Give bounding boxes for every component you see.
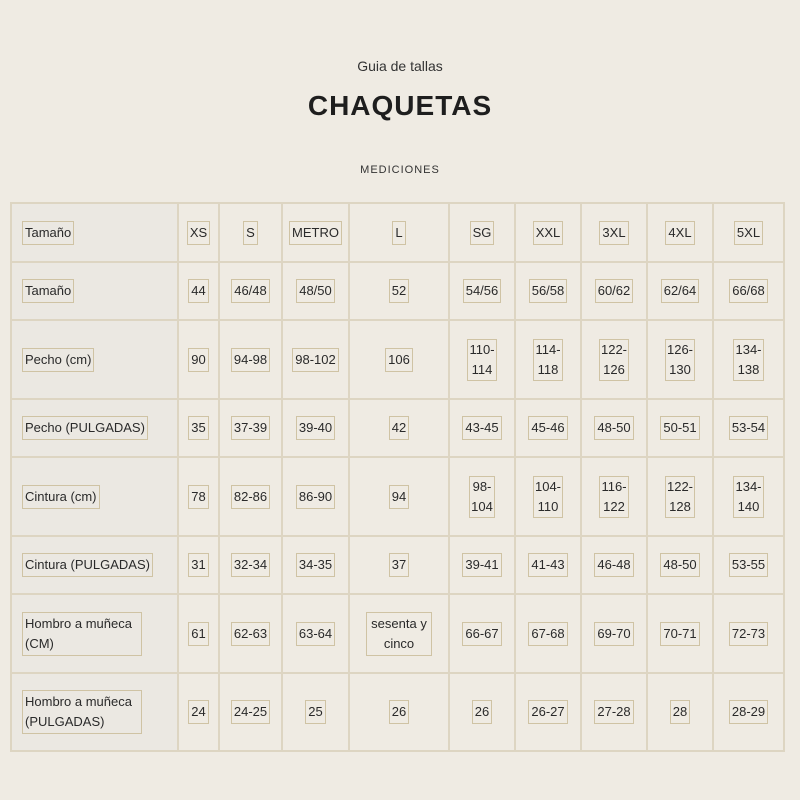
size-table bbox=[10, 202, 785, 752]
table-cell bbox=[515, 457, 581, 536]
cell-value: 98- 104 bbox=[469, 476, 495, 518]
table-cell bbox=[282, 203, 349, 262]
cell-value: 34-35 bbox=[296, 553, 335, 577]
table-cell bbox=[647, 594, 713, 673]
cell-value: 110- 114 bbox=[467, 339, 496, 381]
cell-value: 4XL bbox=[665, 221, 694, 245]
table-cell bbox=[282, 673, 349, 751]
table-cell bbox=[178, 262, 219, 320]
cell-value: 37 bbox=[389, 553, 409, 577]
cell-value: L bbox=[392, 221, 405, 245]
table-cell bbox=[581, 457, 647, 536]
table-row bbox=[11, 457, 784, 536]
table-cell bbox=[449, 203, 515, 262]
row-label: Hombro a muñeca (CM) bbox=[22, 612, 142, 656]
table-cell bbox=[647, 399, 713, 457]
cell-value: 45-46 bbox=[528, 416, 567, 440]
table-row bbox=[11, 203, 784, 262]
row-label: Tamaño bbox=[22, 279, 74, 303]
cell-value: 61 bbox=[188, 622, 208, 646]
cell-value: 24 bbox=[188, 700, 208, 724]
table-cell bbox=[282, 399, 349, 457]
cell-value: 42 bbox=[389, 416, 409, 440]
table-row bbox=[11, 320, 784, 399]
table-cell bbox=[178, 399, 219, 457]
cell-value: 53-54 bbox=[729, 416, 768, 440]
cell-value: 72-73 bbox=[729, 622, 768, 646]
cell-value: 52 bbox=[389, 279, 409, 303]
cell-value: 63-64 bbox=[296, 622, 335, 646]
table-cell bbox=[178, 457, 219, 536]
table-cell bbox=[713, 262, 784, 320]
table-cell bbox=[219, 399, 282, 457]
cell-value: 50-51 bbox=[660, 416, 699, 440]
cell-value: 54/56 bbox=[463, 279, 502, 303]
row-label-cell bbox=[11, 320, 178, 399]
table-cell bbox=[178, 673, 219, 751]
table-row bbox=[11, 673, 784, 751]
page-title: CHAQUETAS bbox=[307, 90, 493, 121]
table-cell bbox=[219, 594, 282, 673]
table-cell bbox=[449, 399, 515, 457]
table-cell bbox=[647, 203, 713, 262]
table-cell bbox=[178, 594, 219, 673]
cell-value: 82-86 bbox=[231, 485, 270, 509]
cell-value: 48-50 bbox=[660, 553, 699, 577]
table-cell bbox=[282, 536, 349, 594]
table-cell bbox=[713, 203, 784, 262]
guide-subtitle: Guia de tallas bbox=[357, 58, 443, 74]
table-cell bbox=[449, 594, 515, 673]
cell-value: XS bbox=[187, 221, 210, 245]
table-cell bbox=[219, 203, 282, 262]
cell-value: 122- 126 bbox=[599, 339, 629, 381]
table-cell bbox=[449, 320, 515, 399]
cell-value: 86-90 bbox=[296, 485, 335, 509]
cell-value: 90 bbox=[188, 348, 208, 372]
cell-value: 116- 122 bbox=[599, 476, 628, 518]
table-cell bbox=[713, 457, 784, 536]
row-label-cell bbox=[11, 203, 178, 262]
cell-value: 25 bbox=[305, 700, 325, 724]
cell-value: 94-98 bbox=[231, 348, 270, 372]
row-label: Pecho (cm) bbox=[22, 348, 94, 372]
table-cell bbox=[178, 320, 219, 399]
cell-value: 114- 118 bbox=[533, 339, 562, 381]
cell-value: 26 bbox=[389, 700, 409, 724]
cell-value: 39-41 bbox=[462, 553, 501, 577]
table-row bbox=[11, 399, 784, 457]
table-cell bbox=[515, 399, 581, 457]
table-cell bbox=[178, 203, 219, 262]
cell-value: 28 bbox=[670, 700, 690, 724]
cell-value: 66-67 bbox=[462, 622, 501, 646]
table-cell bbox=[581, 673, 647, 751]
cell-value: 78 bbox=[188, 485, 208, 509]
row-label: Tamaño bbox=[22, 221, 74, 245]
cell-value: 27-28 bbox=[594, 700, 633, 724]
section-heading: MEDICIONES bbox=[360, 164, 440, 176]
table-cell bbox=[581, 262, 647, 320]
cell-value: 26 bbox=[472, 700, 492, 724]
table-row bbox=[11, 262, 784, 320]
cell-value: 104- 110 bbox=[533, 476, 563, 518]
table-cell bbox=[581, 399, 647, 457]
cell-value: 26-27 bbox=[528, 700, 567, 724]
table-cell bbox=[349, 536, 449, 594]
table-row bbox=[11, 594, 784, 673]
table-cell bbox=[219, 536, 282, 594]
cell-value: 3XL bbox=[599, 221, 628, 245]
cell-value: 43-45 bbox=[462, 416, 501, 440]
cell-value: 94 bbox=[389, 485, 409, 509]
cell-value: XXL bbox=[533, 221, 564, 245]
table-cell bbox=[282, 320, 349, 399]
table-cell bbox=[515, 536, 581, 594]
cell-value: 39-40 bbox=[296, 416, 335, 440]
table-cell bbox=[349, 673, 449, 751]
table-cell bbox=[647, 536, 713, 594]
cell-value: 122- 128 bbox=[665, 476, 695, 518]
row-label: Cintura (cm) bbox=[22, 485, 100, 509]
table-cell bbox=[219, 457, 282, 536]
cell-value: 35 bbox=[188, 416, 208, 440]
table-cell bbox=[449, 262, 515, 320]
cell-value: 44 bbox=[188, 279, 208, 303]
cell-value: 48/50 bbox=[296, 279, 335, 303]
cell-value: 46/48 bbox=[231, 279, 270, 303]
cell-value: 60/62 bbox=[595, 279, 634, 303]
table-cell bbox=[515, 594, 581, 673]
table-cell bbox=[515, 203, 581, 262]
table-cell bbox=[515, 673, 581, 751]
table-cell bbox=[647, 457, 713, 536]
cell-value: 28-29 bbox=[729, 700, 768, 724]
row-label-cell bbox=[11, 457, 178, 536]
row-label-cell bbox=[11, 399, 178, 457]
cell-value: METRO bbox=[289, 221, 342, 245]
row-label: Pecho (PULGADAS) bbox=[22, 416, 148, 440]
cell-value: 24-25 bbox=[231, 700, 270, 724]
cell-value: S bbox=[243, 221, 258, 245]
cell-value: 62/64 bbox=[661, 279, 700, 303]
cell-value: 56/58 bbox=[529, 279, 568, 303]
cell-value: SG bbox=[470, 221, 495, 245]
table-cell bbox=[282, 457, 349, 536]
table-cell bbox=[713, 399, 784, 457]
cell-value: 62-63 bbox=[231, 622, 270, 646]
cell-value: 53-55 bbox=[729, 553, 768, 577]
table-cell bbox=[282, 262, 349, 320]
table-cell bbox=[581, 536, 647, 594]
table-cell bbox=[219, 262, 282, 320]
cell-value: sesenta y cinco bbox=[366, 612, 432, 656]
table-cell bbox=[449, 457, 515, 536]
table-cell bbox=[581, 203, 647, 262]
table-cell bbox=[713, 320, 784, 399]
table-cell bbox=[349, 457, 449, 536]
table-cell bbox=[713, 536, 784, 594]
row-label-cell bbox=[11, 536, 178, 594]
table-cell bbox=[349, 320, 449, 399]
row-label-cell bbox=[11, 594, 178, 673]
table-cell bbox=[581, 320, 647, 399]
table-cell bbox=[219, 673, 282, 751]
table-cell bbox=[647, 262, 713, 320]
cell-value: 46-48 bbox=[594, 553, 633, 577]
cell-value: 32-34 bbox=[231, 553, 270, 577]
row-label-cell bbox=[11, 262, 178, 320]
table-cell bbox=[349, 262, 449, 320]
table-cell bbox=[219, 320, 282, 399]
cell-value: 66/68 bbox=[729, 279, 768, 303]
table-cell bbox=[647, 320, 713, 399]
row-label-cell bbox=[11, 673, 178, 751]
cell-value: 134- 138 bbox=[733, 339, 763, 381]
cell-value: 98-102 bbox=[292, 348, 338, 372]
table-cell bbox=[282, 594, 349, 673]
row-label: Hombro a muñeca (PULGADAS) bbox=[22, 690, 142, 734]
cell-value: 31 bbox=[188, 553, 208, 577]
table-cell bbox=[349, 594, 449, 673]
cell-value: 70-71 bbox=[660, 622, 699, 646]
cell-value: 37-39 bbox=[231, 416, 270, 440]
cell-value: 69-70 bbox=[594, 622, 633, 646]
row-label: Cintura (PULGADAS) bbox=[22, 553, 153, 577]
table-cell bbox=[178, 536, 219, 594]
table-cell bbox=[647, 673, 713, 751]
cell-value: 48-50 bbox=[594, 416, 633, 440]
cell-value: 106 bbox=[385, 348, 413, 372]
cell-value: 67-68 bbox=[528, 622, 567, 646]
table-cell bbox=[581, 594, 647, 673]
table-cell bbox=[449, 673, 515, 751]
cell-value: 5XL bbox=[734, 221, 763, 245]
cell-value: 126- 130 bbox=[665, 339, 695, 381]
cell-value: 41-43 bbox=[528, 553, 567, 577]
table-cell bbox=[713, 594, 784, 673]
table-cell bbox=[515, 262, 581, 320]
table-cell bbox=[515, 320, 581, 399]
cell-value: 134- 140 bbox=[733, 476, 763, 518]
table-cell bbox=[449, 536, 515, 594]
table-row bbox=[11, 536, 784, 594]
table-cell bbox=[713, 673, 784, 751]
table-cell bbox=[349, 399, 449, 457]
table-cell bbox=[349, 203, 449, 262]
